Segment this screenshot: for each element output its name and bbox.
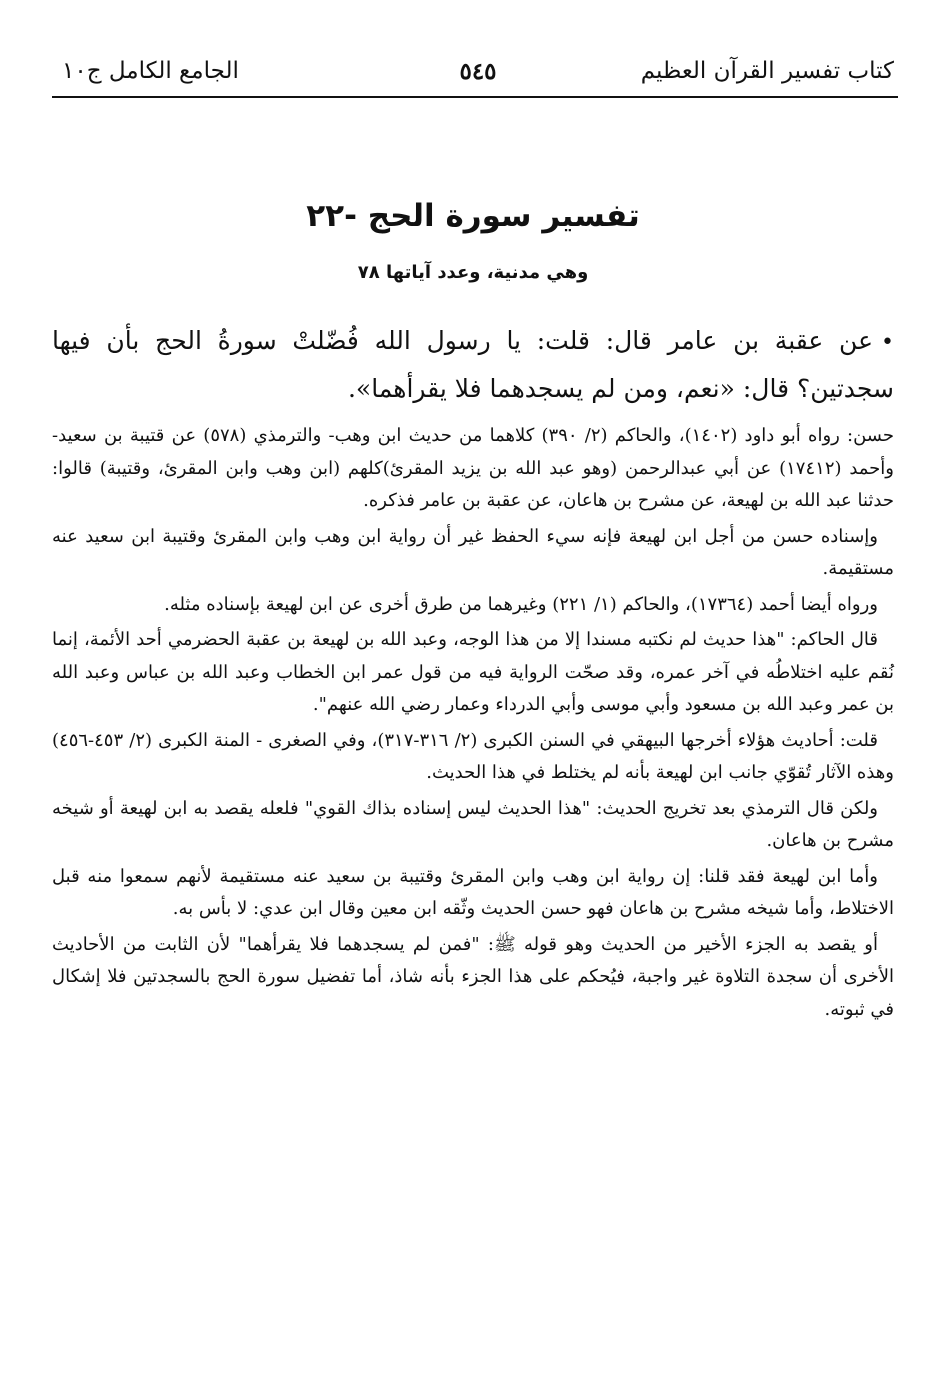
- surah-subtitle: وهي مدنية، وعدد آياتها ٧٨: [357, 262, 589, 283]
- commentary-paragraph: وإسناده حسن من أجل ابن لهيعة فإنه سيء الحفظ غير أن رواية ابن وهب وابن المقرئ وقتيبة ابن سعيد عنه مستقيمة.: [52, 525, 894, 579]
- hadith-text-block: [52, 318, 894, 412]
- commentary-paragraph: حسن: رواه أبو داود (١٤٠٢)، والحاكم (٢/ ٣٩٠) كلاهما من حديث ابن وهب- والترمذي (٥٧٨) عن قتيبة بن سعيد- وأحمد (١٧٤١٢) عن أبي عبدالرحمن (وهو عبد الله بن يزيد المقرئ)كلهم (ابن وهب وابن المقرئ، وقتيبة) قالوا: حدثنا عبد الله بن لهيعة، عن مشرح بن هاعان، عن عقبة بن عامر فذكره.: [52, 425, 894, 511]
- commentary-paragraph: وأما ابن لهيعة فقد قلنا: إن رواية ابن وهب وابن المقرئ وقتيبة بن سعيد عنه مستقيمة لأنهم سمعوا منه قبل الاختلاط، وأما شيخه مشرح بن هاعان فهو حسن الحديث وثّقه ابن معين وقال ابن عدي: لا بأس به.: [52, 865, 894, 919]
- hadith-text: عن عقبة بن عامر قال: قلت: يا رسول الله فُضّلتْ سورةُ الحج بأن فيها سجدتين؟ قال: «نعم، ومن لم يسجدهما فلا يقرأهما».: [52, 326, 894, 403]
- running-header: [62, 58, 894, 94]
- commentary-paragraph: قلت: أحاديث هؤلاء أخرجها البيهقي في السنن الكبرى (٢/ ٣١٦-٣١٧)، وفي الصغرى - المنة الكبرى (٢/ ٤٥٣-٤٥٦) وهذه الآثار تُقوّي جانب ابن لهيعة بأنه لم يختلط في هذا الحديث.: [52, 729, 894, 783]
- commentary-paragraph: ورواه أيضا أحمد (١٧٣٦٤)، والحاكم (١/ ٢٢١) وغيرهما من طرق أخرى عن ابن لهيعة بإسناده مثله.: [164, 593, 878, 615]
- volume-label: الجامع الكامل ج١٠: [62, 58, 239, 84]
- page-number: ٥٤٥: [459, 58, 497, 85]
- header-rule: [52, 96, 898, 98]
- commentary-paragraph: ولكن قال الترمذي بعد تخريج الحديث: "هذا الحديث ليس إسناده بذاك القوي" فلعله يقصد به ابن لهيعة أو شيخه مشرح بن هاعان.: [52, 797, 894, 851]
- commentary-paragraph: أو يقصد به الجزء الأخير من الحديث وهو قوله ﷺ: "فمن لم يسجدهما فلا يقرأهما" لأن الثابت من الأحاديث الأخرى أن سجدة التلاوة غير واجبة، فيُحكم على هذا الجزء بأنه شاذ، أما تفضيل سورة الحج بالسجدتين فلا إشكال في ثبوته.: [52, 933, 894, 1020]
- surah-title: تفسير سورة الحج -٢٢: [306, 198, 640, 234]
- bullet-icon: •: [881, 330, 894, 355]
- commentary-paragraph: قال الحاكم: "هذا حديث لم نكتبه مسندا إلا من هذا الوجه، وعبد الله بن لهيعة بن عقبة الحضرمي أحد الأئمة، إنما نُقم عليه اختلاطُه في آخر عمره، وقد صحّت الرواية فيه من قول عمر ابن الخطاب وعبد الله بن عباس وعبد الله بن عمر وعبد الله بن مسعود وأبي موسى وأبي الدرداء وعمار رضي الله عنهم".: [52, 629, 894, 715]
- book-title: كتاب تفسير القرآن العظيم: [640, 58, 894, 84]
- commentary-block: [52, 420, 894, 1029]
